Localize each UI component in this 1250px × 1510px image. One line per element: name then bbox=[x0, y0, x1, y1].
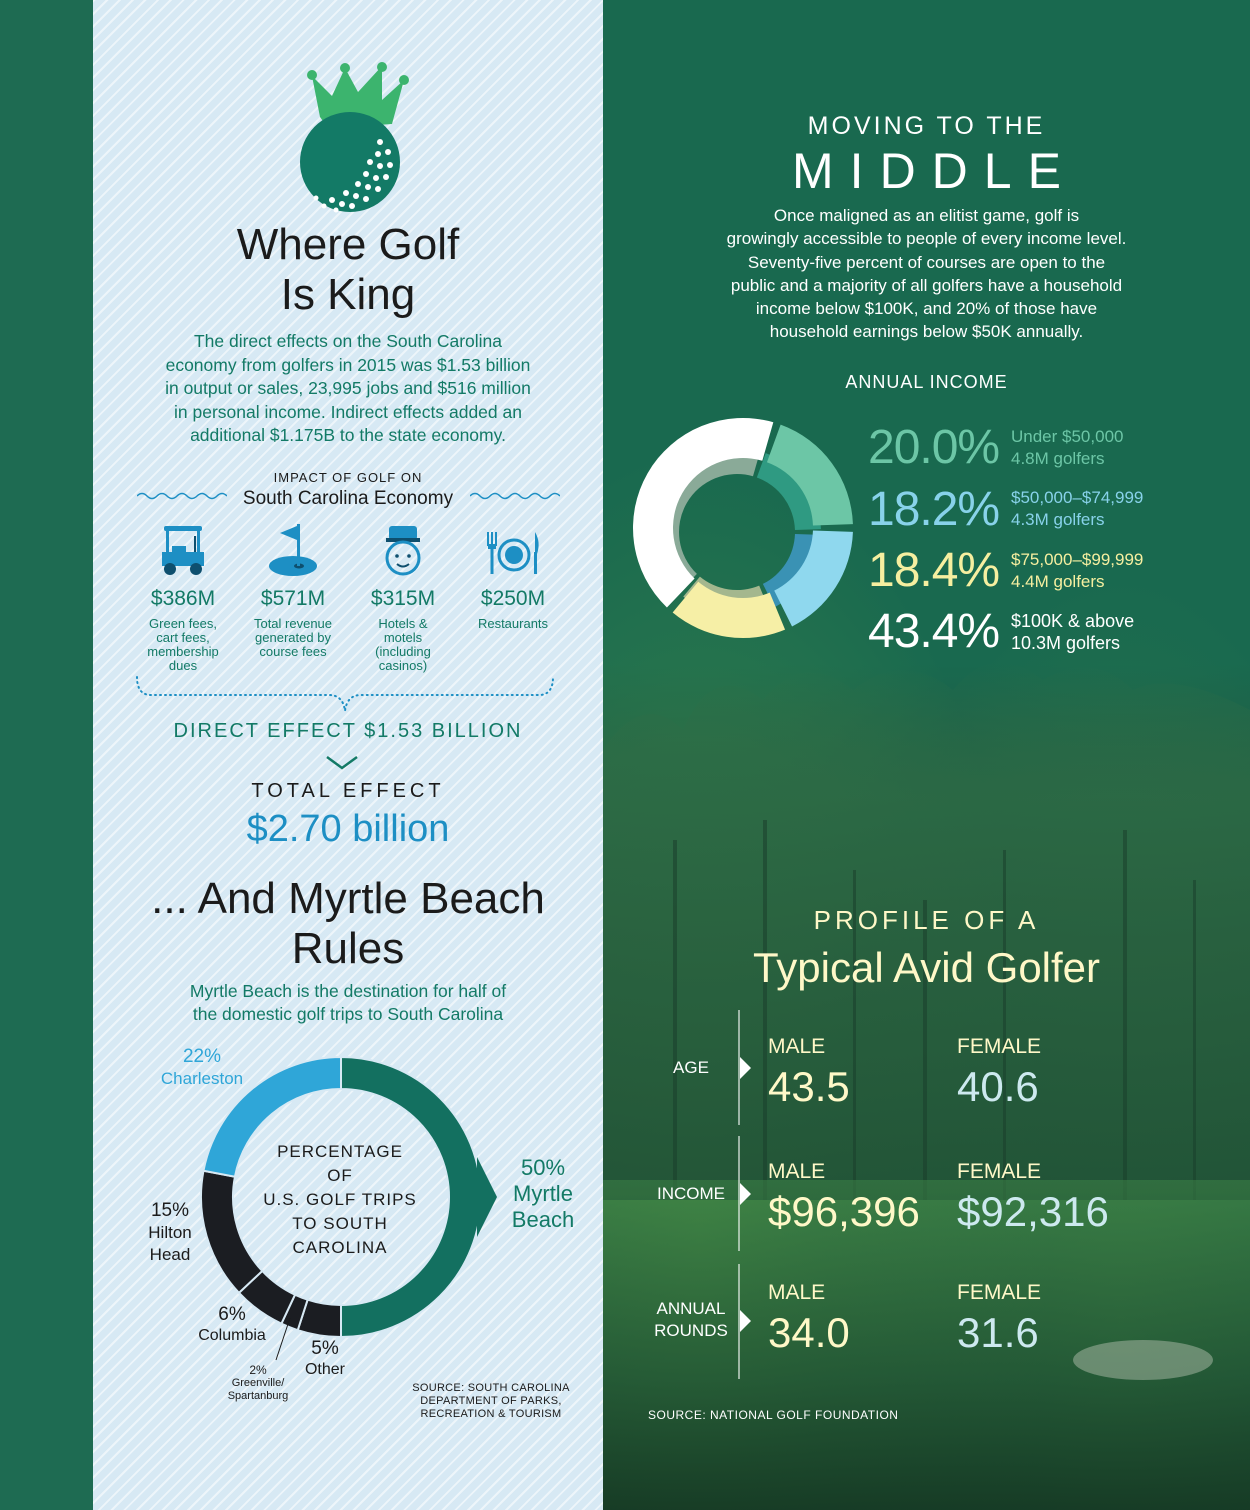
left-panel bbox=[0, 0, 603, 1510]
profile-rounds-female-value: 31.6 bbox=[957, 1309, 1039, 1356]
label-greenville-name: Spartanburg bbox=[227, 1390, 289, 1402]
profile-arrow-icon bbox=[740, 1310, 751, 1332]
myrtle-title-line2: Rules bbox=[291, 924, 405, 973]
income-legend-golfers: 4.8M golfers bbox=[1011, 449, 1105, 468]
label-hilton-head bbox=[130, 1200, 210, 1266]
profile-label-line: INCOME bbox=[657, 1184, 725, 1203]
impact-label-line: dues bbox=[168, 658, 198, 673]
income-legend-golfers: 10.3M golfers bbox=[1011, 633, 1121, 653]
profile-label-line: ROUNDS bbox=[654, 1321, 728, 1340]
direct-effect-text: DIRECT EFFECT $1.53 BILLION bbox=[173, 720, 523, 742]
profile-row-age-label bbox=[631, 1057, 751, 1079]
impact-label-line: course fees bbox=[259, 644, 327, 659]
intro-line: in output or sales, 23,995 jobs and $516 million bbox=[165, 378, 531, 398]
impact-label-line: motels bbox=[383, 630, 423, 645]
impact-amount: $250M bbox=[480, 587, 546, 610]
total-effect-value: $2.70 billion bbox=[246, 808, 450, 850]
where-golf-title-line2: Is King bbox=[280, 270, 416, 319]
impact-label-line: casinos) bbox=[378, 658, 428, 673]
income-legend-50k-75k bbox=[1011, 487, 1143, 531]
income-legend-category: $75,000–$99,999 bbox=[1011, 550, 1144, 569]
moving-intro-line: income below $100K, and 20% of those have bbox=[755, 299, 1098, 319]
profile-income-male-label: MALE bbox=[768, 1160, 826, 1183]
donut-center-line: PERCENTAGE bbox=[277, 1142, 403, 1161]
label-hilton-name: Head bbox=[149, 1245, 191, 1264]
income-legend-category: Under $50,000 bbox=[1011, 427, 1124, 446]
trips-donut-center-label bbox=[240, 1140, 440, 1260]
donut-center-line: OF bbox=[327, 1166, 353, 1185]
moving-intro-line: Seventy-five percent of courses are open to the bbox=[747, 252, 1106, 272]
right-panel bbox=[603, 0, 1250, 1510]
income-legend-75k-100k bbox=[1011, 549, 1143, 593]
where-golf-title-line1: Where Golf bbox=[236, 220, 460, 269]
profile-age-female-label: FEMALE bbox=[957, 1035, 1042, 1058]
sand-bunker bbox=[1073, 1340, 1213, 1380]
profile-income-male-value: $96,396 bbox=[768, 1188, 920, 1235]
intro-line: in personal income. Indirect effects added an bbox=[174, 401, 522, 422]
myrtle-subtitle-line: Myrtle Beach is the destination for half of bbox=[189, 981, 507, 1001]
label-myrtle-name: Myrtle bbox=[513, 1181, 573, 1206]
label-hilton-pct: 15% bbox=[150, 1200, 190, 1221]
profile-arrow-icon bbox=[740, 1183, 751, 1205]
left-source-line: RECREATION & TOURISM bbox=[420, 1408, 562, 1420]
moving-intro-line: household earnings below $50K annually. bbox=[769, 322, 1084, 342]
label-columbia-name: Columbia bbox=[198, 1327, 266, 1344]
moving-intro-line: Once maligned as an elitist game, golf is bbox=[773, 206, 1080, 225]
impact-heading-small: IMPACT OF GOLF ON bbox=[273, 470, 423, 485]
annual-income-heading: ANNUAL INCOME bbox=[845, 372, 1008, 392]
label-myrtle-pct: 50% bbox=[520, 1155, 566, 1180]
profile-rounds-male-label: MALE bbox=[768, 1281, 826, 1304]
total-effect-label: TOTAL EFFECT bbox=[251, 780, 445, 802]
income-legend-under-50k bbox=[1011, 426, 1123, 470]
income-pct-under-50k: 20.0% bbox=[868, 421, 1000, 474]
label-myrtle-beach bbox=[495, 1155, 591, 1233]
left-source-line: DEPARTMENT OF PARKS, bbox=[420, 1395, 562, 1407]
myrtle-subtitle-line: the domestic golf trips to South Carolina bbox=[192, 1004, 504, 1024]
income-legend-category: $50,000–$74,999 bbox=[1011, 488, 1144, 507]
left-source bbox=[396, 1382, 586, 1421]
moving-title-small: MOVING TO THE bbox=[807, 112, 1046, 140]
profile-age-male-value: 43.5 bbox=[768, 1063, 850, 1110]
impact-amount: $571M bbox=[260, 587, 326, 610]
label-charleston-pct: 22% bbox=[182, 1046, 222, 1067]
label-other-name: Other bbox=[304, 1361, 345, 1378]
profile-row-income-label bbox=[631, 1183, 751, 1205]
intro-line: economy from golfers in 2015 was $1.53 billion bbox=[165, 354, 531, 375]
intro-line: additional $1.175B to the state economy. bbox=[190, 425, 506, 445]
profile-label-line: ANNUAL bbox=[656, 1299, 726, 1318]
impact-label-line: Hotels & bbox=[378, 616, 428, 631]
label-myrtle-name: Beach bbox=[511, 1207, 575, 1232]
profile-age-female-value: 40.6 bbox=[957, 1063, 1039, 1110]
profile-label-line: AGE bbox=[673, 1058, 709, 1077]
label-columbia bbox=[187, 1304, 277, 1346]
income-pct-100k-above: 43.4% bbox=[868, 605, 1000, 658]
profile-income-female-value: $92,316 bbox=[957, 1188, 1109, 1235]
left-source-line: SOURCE: SOUTH CAROLINA bbox=[412, 1382, 570, 1394]
label-columbia-pct: 6% bbox=[218, 1304, 246, 1325]
impact-amount: $386M bbox=[150, 587, 216, 610]
impact-label-line: generated by bbox=[255, 630, 331, 645]
income-pct-75k-100k: 18.4% bbox=[868, 544, 1000, 597]
profile-row-rounds-label bbox=[631, 1298, 751, 1342]
intro-line: The direct effects on the South Carolina bbox=[193, 331, 503, 351]
profile-rounds-male-value: 34.0 bbox=[768, 1309, 850, 1356]
impact-label-line: membership bbox=[147, 644, 219, 659]
label-greenville-name: Greenville/ bbox=[231, 1377, 285, 1389]
profile-age-male-label: MALE bbox=[768, 1035, 826, 1058]
income-legend-golfers: 4.4M golfers bbox=[1011, 572, 1105, 591]
donut-center-line: TO SOUTH bbox=[292, 1214, 388, 1233]
label-charleston-name: Charleston bbox=[160, 1069, 244, 1088]
label-charleston bbox=[150, 1046, 254, 1090]
donut-center-line: U.S. GOLF TRIPS bbox=[263, 1190, 417, 1209]
impact-amount: $315M bbox=[370, 587, 436, 610]
impact-label-line: cart fees, bbox=[156, 630, 210, 645]
impact-label-line: Restaurants bbox=[477, 616, 549, 631]
income-legend-category: $100K & above bbox=[1011, 611, 1135, 631]
label-greenville bbox=[215, 1364, 301, 1403]
impact-label-line: Total revenue bbox=[253, 616, 333, 631]
myrtle-title-line1: ... And Myrtle Beach bbox=[151, 874, 545, 923]
profile-title-small: PROFILE OF A bbox=[813, 905, 1040, 935]
moving-intro-line: growingly accessible to people of every income level. bbox=[726, 229, 1127, 249]
income-pct-50k-75k: 18.2% bbox=[868, 483, 1000, 536]
income-legend-golfers: 4.3M golfers bbox=[1011, 510, 1105, 529]
profile-rounds-female-label: FEMALE bbox=[957, 1281, 1042, 1304]
label-hilton-name: Hilton bbox=[148, 1223, 192, 1242]
moving-intro-line: public and a majority of all golfers have a household bbox=[730, 275, 1123, 295]
label-other-pct: 5% bbox=[311, 1338, 339, 1359]
income-legend-100k-above bbox=[1011, 610, 1134, 654]
myrtle-pointer bbox=[477, 1157, 497, 1237]
right-source: SOURCE: NATIONAL GOLF FOUNDATION bbox=[648, 1408, 899, 1422]
label-greenville-pct: 2% bbox=[249, 1363, 267, 1377]
donut-center-line: CAROLINA bbox=[292, 1238, 388, 1257]
impact-label-line: (including bbox=[375, 644, 431, 659]
impact-heading-main: South Carolina Economy bbox=[242, 488, 454, 509]
profile-income-female-label: FEMALE bbox=[957, 1160, 1042, 1183]
profile-title-big: Typical Avid Golfer bbox=[752, 944, 1101, 991]
income-slice bbox=[633, 418, 773, 607]
trips-donut-chart bbox=[0, 0, 603, 1510]
profile-arrow-icon bbox=[740, 1057, 751, 1079]
moving-title-big: MIDDLE bbox=[792, 143, 1077, 199]
impact-label-line: Green fees, bbox=[149, 616, 217, 631]
